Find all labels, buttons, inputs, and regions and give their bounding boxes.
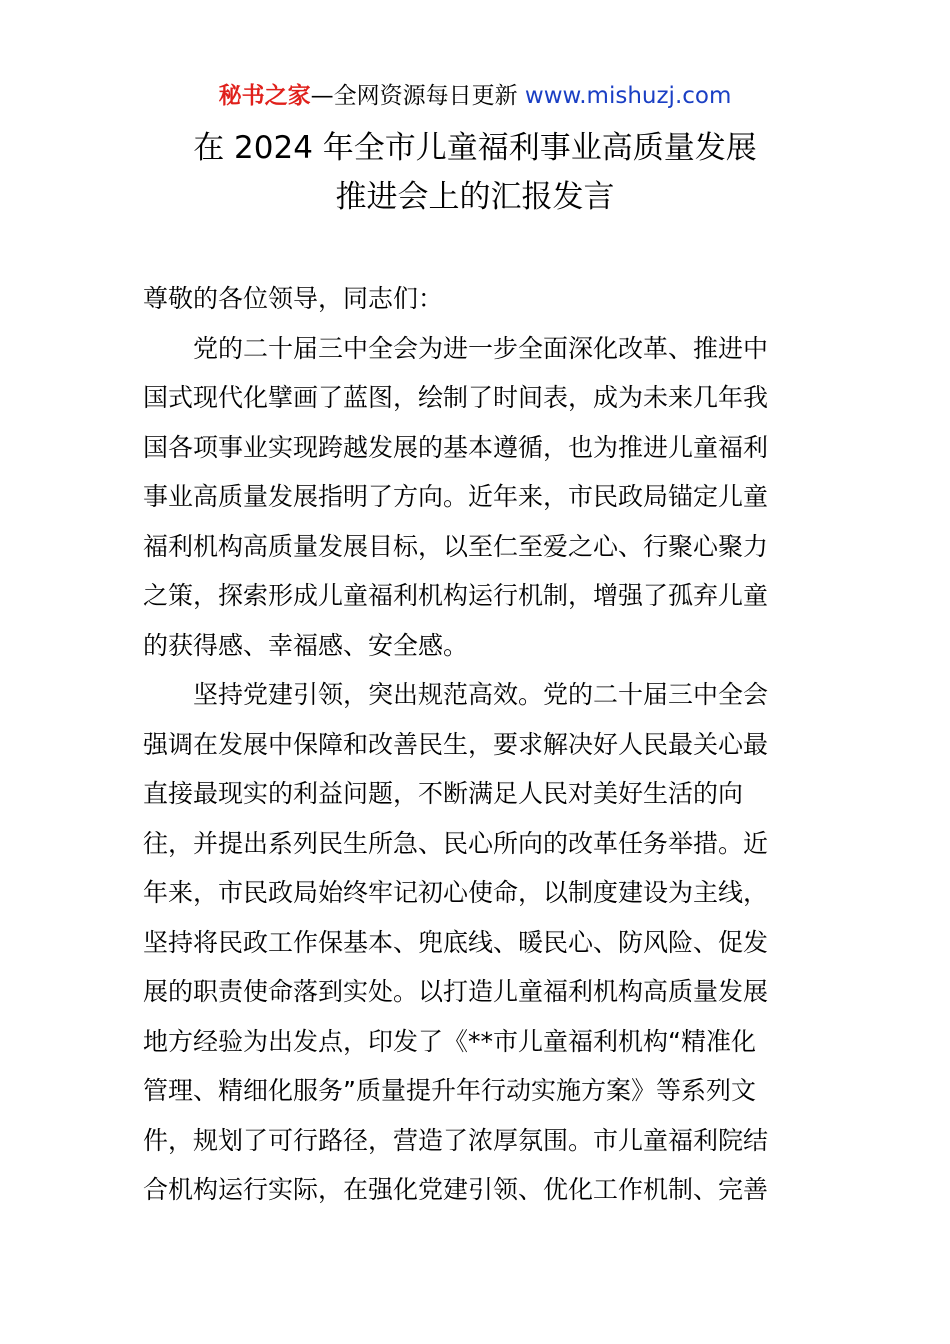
site-tagline: —全网资源每日更新	[310, 83, 518, 109]
body-line: 党的二十届三中全会为进一步全面深化改革、推进中	[193, 333, 769, 363]
document-body	[143, 279, 807, 1220]
body-line: 地方经验为出发点，印发了《**市儿童福利机构“精准化	[143, 1026, 756, 1056]
site-url-link[interactable]: www.mishuzj.com	[524, 83, 732, 109]
body-line: 之策，探索形成儿童福利机构运行机制，增强了孤弃儿童	[143, 581, 769, 610]
body-line: 年来，市民政局始终牢记初心使命，以制度建设为主线，	[143, 878, 769, 907]
body-line: 国式现代化擘画了蓝图，绘制了时间表，成为未来几年我	[143, 383, 769, 412]
body-line: 事业高质量发展指明了方向。近年来，市民政局锚定儿童	[143, 482, 769, 511]
body-line: 件，规划了可行路径，营造了浓厚氛围。市儿童福利院结	[143, 1125, 769, 1155]
body-line: 坚持将民政工作保基本、兜底线、暖民心、防风险、促发	[143, 927, 769, 957]
body-line: 的获得感、幸福感、安全感。	[143, 630, 469, 660]
body-lines	[143, 329, 807, 1220]
body-line: 管理、精细化服务”质量提升年行动实施方案》等系列文	[143, 1076, 756, 1105]
document-title-line-2: 推进会上的汇报发言	[335, 179, 615, 215]
document-title-line-1: 在 2024 年全市儿童福利事业高质量发展	[193, 130, 757, 166]
salutation: 尊敬的各位领导，同志们：	[143, 284, 444, 313]
body-line: 直接最现实的利益问题，不断满足人民对美好生活的向	[143, 779, 744, 808]
body-line: 坚持党建引领，突出规范高效。党的二十届三中全会	[193, 680, 769, 709]
site-brand: 秘书之家	[218, 83, 311, 109]
body-line: 往，并提出系列民生所急、民心所向的改革任务举措。近	[143, 828, 769, 858]
body-line: 福利机构高质量发展目标，以至仁至爱之心、行聚心聚力	[143, 531, 769, 561]
body-line: 合机构运行实际，在强化党建引领、优化工作机制、完善	[143, 1175, 769, 1204]
body-line: 展的职责使命落到实处。以打造儿童福利机构高质量发展	[143, 977, 769, 1006]
body-line: 国各项事业实现跨越发展的基本遵循，也为推进儿童福利	[143, 432, 769, 462]
body-line: 强调在发展中保障和改善民生，要求解决好人民最关心最	[143, 729, 769, 759]
site-header	[0, 80, 950, 112]
